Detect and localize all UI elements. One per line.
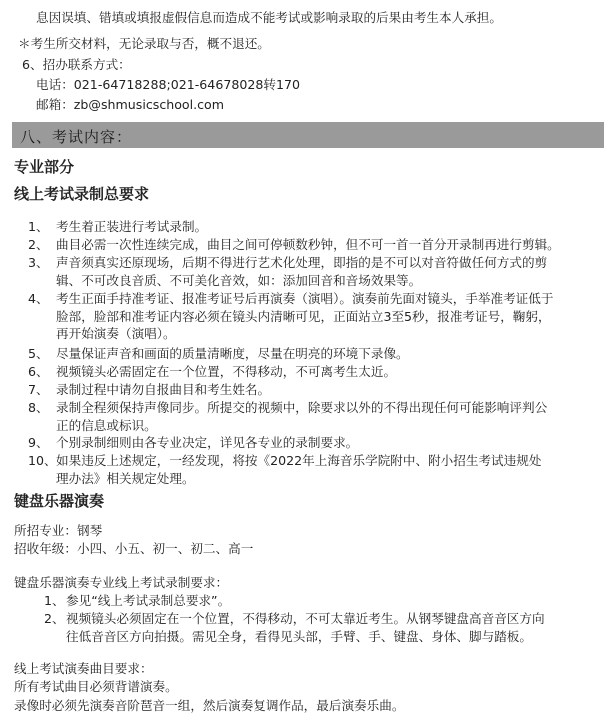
- section-eight-header: [12, 122, 604, 148]
- requirement-text-line: 参见“线上考试录制总要求”。: [66, 593, 231, 608]
- rule-number: 3、: [28, 255, 49, 270]
- keyboard-heading: 键盘乐器演奏: [14, 492, 105, 510]
- requirement-number: 1、: [44, 593, 65, 608]
- repertoire-heading: 线上考试演奏曲目要求：: [14, 661, 153, 676]
- repertoire-memorize: 所有考试曲目必须背谱演奏。: [14, 679, 178, 694]
- rule-number: 5、: [28, 346, 49, 361]
- rule-number: 6、: [28, 364, 49, 379]
- keyboard-requirements-heading: 键盘乐器演奏专业线上考试录制要求：: [14, 575, 229, 590]
- keyboard-grades: 招收年级：小四、小五、初一、初二、高一: [14, 541, 254, 556]
- rule-text-line: 再开始演奏（演唱）。: [56, 326, 176, 341]
- rule-text-line: 考生正面手持准考证、报准考证号后再演奏（演唱）。演奏前先面对镜头，手举准考证低于: [56, 291, 554, 306]
- rule-text-line: 个别录制细则由各专业决定，详见各专业的录制要求。: [56, 435, 359, 450]
- rule-number: 9、: [28, 435, 49, 450]
- rule-number: 4、: [28, 291, 49, 306]
- contact-email[interactable]: 邮箱：zb@shmusicschool.com: [36, 97, 225, 112]
- keyboard-major: 所招专业：钢琴: [14, 523, 103, 538]
- rule-number: 1、: [28, 219, 49, 234]
- rule-text-line: 录制全程须保持声像同步。所提交的视频中，除要求以外的不得出现任何可能影响评判公: [56, 400, 548, 415]
- major-part-heading: 专业部分: [14, 158, 75, 176]
- contact-phone: 电话：021-64718288;021-64678028转170: [36, 77, 301, 92]
- rule-text-line: 录制过程中请勿自报曲目和考生姓名。: [56, 382, 271, 397]
- requirement-text-line: 往低音音区方向拍摄。需见全身，看得见头部，手臂、手、键盘、身体、脚与踏板。: [66, 628, 532, 644]
- rule-text-line: 如果违反上述规定，一经发现，将按《2022年上海音乐学院附中、附小招生考试违规处: [56, 453, 542, 468]
- requirement-text-line: 视频镜头必须固定在一个位置，不得移动，不可太靠近考生。从钢琴键盘高音音区方向: [66, 611, 545, 626]
- rule-text-line: 理办法》相关规定处理。: [56, 470, 195, 486]
- materials-note: ＊考生所交材料，无论录取与否，概不退还。: [18, 36, 270, 51]
- requirement-number: 2、: [44, 611, 65, 626]
- rule-text-line: 正的信息或标识。: [56, 417, 157, 433]
- rule-text-line: 尽量保证声音和画面的质量清晰度，尽量在明亮的环境下录像。: [56, 346, 409, 361]
- rule-text-line: 考生着正装进行考试录制。: [56, 219, 208, 234]
- info-responsibility-text: 息因误填、错填或填报虚假信息而造成不能考试或影响录取的后果由考生本人承担。: [36, 10, 502, 25]
- rule-number: 10、: [28, 453, 57, 468]
- rule-text-line: 脸部，脸部和准考证内容必须在镜头内清晰可见，正面站立3至5秒，报准考证号，鞠躬，: [56, 308, 551, 324]
- rule-text-line: 视频镜头必需固定在一个位置，不得移动，不可离考生太近。: [56, 364, 397, 379]
- rule-number: 8、: [28, 400, 49, 415]
- contact-heading: 6、招办联系方式：: [22, 57, 131, 72]
- repertoire-order: 录像时必须先演奏音阶琶音一组，然后演奏复调作品，最后演奏乐曲。: [14, 698, 405, 713]
- rule-text-line: 曲目必需一次性连续完成，曲目之间可停顿数秒钟，但不可一首一首分开录制再进行剪辑。: [56, 237, 560, 252]
- online-rules-heading: 线上考试录制总要求: [14, 185, 150, 203]
- rule-number: 7、: [28, 382, 49, 397]
- rule-text-line: 声音须真实还原现场，后期不得进行艺术化处理，即指的是不可以对音符做任何方式的剪: [56, 255, 548, 270]
- rule-number: 2、: [28, 237, 49, 252]
- section-eight-title: 八、考试内容：: [20, 128, 133, 146]
- rule-text-line: 辑、不可改良音质、不可美化音效，如：添加回音和音场效果等。: [56, 272, 422, 288]
